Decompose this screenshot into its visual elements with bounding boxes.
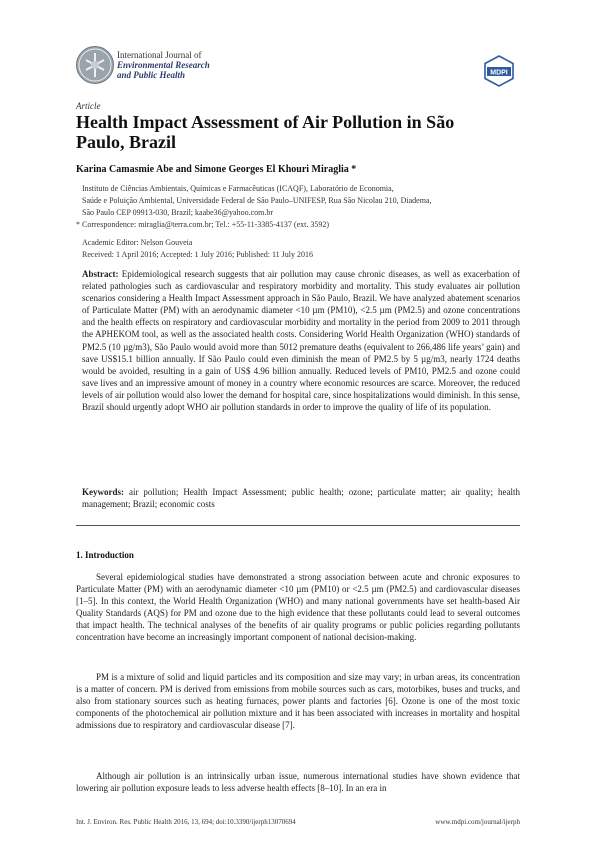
affiliations — [76, 183, 522, 231]
correspondence: * Correspondence: miraglia@terra.com.br; Tel.: +55-11-3385-4137 (ext. 3592) — [76, 220, 330, 229]
mdpi-logo-text: MDPI — [490, 69, 508, 77]
correspondence-text: Correspondence: miraglia@terra.com.br; Tel.: +55-11-3385-4137 (ext. 3592) — [82, 220, 330, 229]
journal-name-line3: and Public Health — [117, 70, 186, 80]
affiliation-line: Instituto de Ciências Ambientais, Químicas e Farmacêuticas (ICAQF), Laboratório de Economia, — [82, 184, 394, 193]
section-heading-introduction: 1. Introduction — [76, 550, 134, 560]
journal-name — [117, 50, 210, 80]
keywords-text: air pollution; Health Impact Assessment; public health; ozone; particulate matter; air quality; health management; Brazil; economic costs — [82, 487, 520, 510]
intro-paragraph-text: Several epidemiological studies have demonstrated a strong association between acute and chronic exposures to Particulate Matter (PM) with an aerodynamic diameter <10 µm (PM10) or <2.5 µm (PM2.5) and cardiovascular diseases [1–5]. In this context, the World Health Organization (WHO) and many national governments have set health-based Air Quality Standards (AQS) for PM and ozone due to the high evidence that these pollutants could lead to several outcomes that impact health. The technical analyses of the benefits of air quality programs or public policies regarding pollutants concentration have become an increasingly important component of national decision-making. — [76, 572, 520, 643]
page-footer — [76, 818, 520, 826]
footer-journal-link[interactable]: www.mdpi.com/journal/ijerph — [435, 818, 520, 826]
article-authors: Karina Camasmie Abe and Simone Georges El Khouri Miraglia * — [76, 164, 357, 175]
abstract-label: Abstract: — [82, 269, 119, 279]
intro-paragraph-text: PM is a mixture of solid and liquid particles and its composition and size may vary; in urban areas, its concentration is a matter of concern. PM is derived from emissions from mobile sources such as cars, motorbikes, buses and trucks, and also from stationary sources such as heating furnaces, power plants and factories [6]. Ozone is one of the most toxic components of the photochemical air pollution mixture and it has been associated with increases in mortality and hospital admissions due to respiratory and cardiovascular disease [7]. — [76, 672, 520, 731]
section-divider — [76, 525, 520, 526]
keywords — [82, 486, 520, 510]
article-dates — [82, 237, 313, 261]
abstract-text: Epidemiological research suggests that air pollution may cause chronic diseases, as well as exacerbation of related pathologies such as cardiovascular and respiratory morbidity and mortality. This study evaluates air pollution scenarios considering a Health Impact Assessment approach in São Paulo, Brazil. We have analyzed abatement scenarios of Particulate Matter (PM) with an aerodynamic diameter <10 µm (PM10), <2.5 µm (PM2.5) and ozone concentrations and the health effects on respiratory and cardiovascular morbidity and mortality in the period from 2009 to 2011 through the APHEKOM tool, as well as the associated health costs. Considering World Health Organization (WHO) standards of PM2.5 (10 µg/m3), São Paulo would avoid more than 5012 premature deaths (equivalent to 266,486 life years’ gain) and save US$15.1 billion annually. If São Paulo could even diminish the mean of PM2.5 by 5 µg/m3, nearly 1724 deaths would be avoided, resulting in a gain of US$ 4.96 billion annually. Reduced levels of PM10, PM2.5 and ozone could save lives and an impressive amount of money in a country where economic resources are scarce. Moreover, the reduced levels of air pollution would also lower the demand for hospital care, since hospitalizations would diminish. In this sense, Brazil should urgently adopt WHO air pollution standards in order to improve the quality of life of its population. — [82, 269, 521, 413]
journal-name-line1: International Journal of — [117, 50, 202, 60]
academic-editor: Academic Editor: Nelson Gouveia — [82, 238, 193, 247]
mdpi-hexagon-icon — [482, 54, 516, 88]
mdpi-logo[interactable] — [482, 54, 516, 88]
abstract — [82, 268, 520, 413]
intro-paragraph — [76, 671, 520, 731]
intro-paragraph — [76, 770, 520, 794]
intro-paragraph — [76, 571, 520, 644]
affiliation-line: Saúde e Poluição Ambiental, Universidade Federal de São Paulo–UNIFESP, Rua São Nicolau 210, Diadema, — [82, 196, 432, 205]
publication-dates: Received: 1 April 2016; Accepted: 1 July 2016; Published: 11 July 2016 — [82, 250, 314, 259]
intro-paragraph-text: Although air pollution is an intrinsically urban issue, numerous international studies have shown evidence that lowering air pollution exposure leads to less adverse health effects [8–10]. In an era in — [76, 771, 520, 794]
footer-citation: Int. J. Environ. Res. Public Health 2016, 13, 694; doi:10.3390/ijerph13070694 — [76, 818, 296, 826]
affiliation-line: São Paulo CEP 09913-030, Brazil; kaabe36@yahoo.com.br — [82, 208, 274, 217]
article-title: Health Impact Assessment of Air Pollution in São Paulo, Brazil — [76, 112, 455, 152]
keywords-label: Keywords: — [82, 487, 124, 497]
article-type: Article — [76, 101, 101, 111]
journal-name-line2: Environmental Research — [117, 60, 210, 70]
journal-logo-icon — [76, 46, 114, 84]
